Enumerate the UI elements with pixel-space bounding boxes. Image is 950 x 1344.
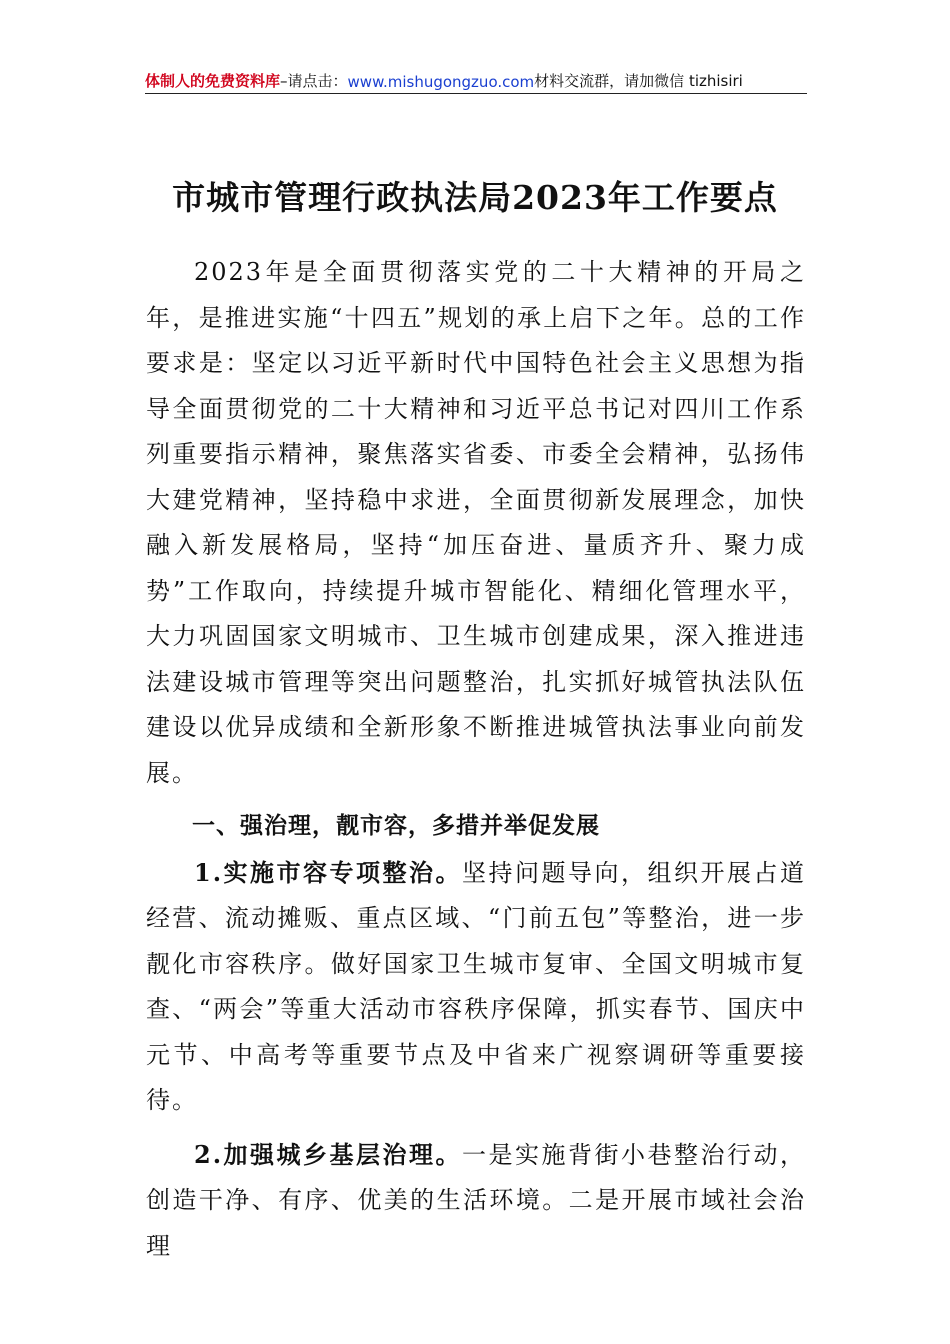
- header-contact-text: 材料交流群，请加微信 tizhisiri: [534, 72, 743, 90]
- section-heading-1: 一、强治理，靓市容，多措并举促发展: [192, 813, 600, 839]
- page-header: [145, 66, 807, 94]
- header-url-link[interactable]: www.mishugongzuo.com: [347, 73, 535, 91]
- item-text-2: 一是实施背街小巷整治行动，创造干净、有序、优美的生活环境。二是开展市域社会治理: [146, 1140, 806, 1260]
- document-title: 市城市管理行政执法局2023年工作要点: [172, 178, 778, 217]
- header-separator: –请点击：: [280, 72, 348, 90]
- item-text-1: 坚持问题导向，组织开展占道经营、流动摊贩、重点区域、“门前五包”等整治，进一步靓化市容秩序。做好国家卫生城市复审、全国文明城市复查、“两会”等重大活动市容秩序保障，抓实春节、国庆中元节、中高考等重要节点及中省来广视察调研等重要接待。: [146, 858, 806, 1114]
- item-paragraph-2: [146, 1132, 806, 1270]
- item-title-1: 1.实施市容专项整治。: [194, 857, 463, 887]
- header-brand: 体制人的免费资料库: [145, 72, 281, 90]
- document-body: [146, 250, 806, 1269]
- item-paragraph-1: [146, 850, 806, 1124]
- item-title-2: 2.加强城乡基层治理。: [194, 1139, 463, 1169]
- intro-paragraph: 2023年是全面贯彻落实党的二十大精神的开局之年，是推进实施“十四五”规划的承上启下之年。总的工作要求是：坚定以习近平新时代中国特色社会主义思想为指导全面贯彻党的二十大精神和习近平总书记对四川工作系列重要指示精神，聚焦落实省委、市委全会精神，弘扬伟大建党精神，坚持稳中求进，全面贯彻新发展理念，加快融入新发展格局，坚持“加压奋进、量质齐升、聚力成势”工作取向，持续提升城市智能化、精细化管理水平，大力巩固国家文明城市、卫生城市创建成果，深入推进违法建设城市管理等突出问题整治，扎实抓好城管执法队伍建设以优异成绩和全新形象不断推进城管执法事业向前发展。: [146, 258, 806, 787]
